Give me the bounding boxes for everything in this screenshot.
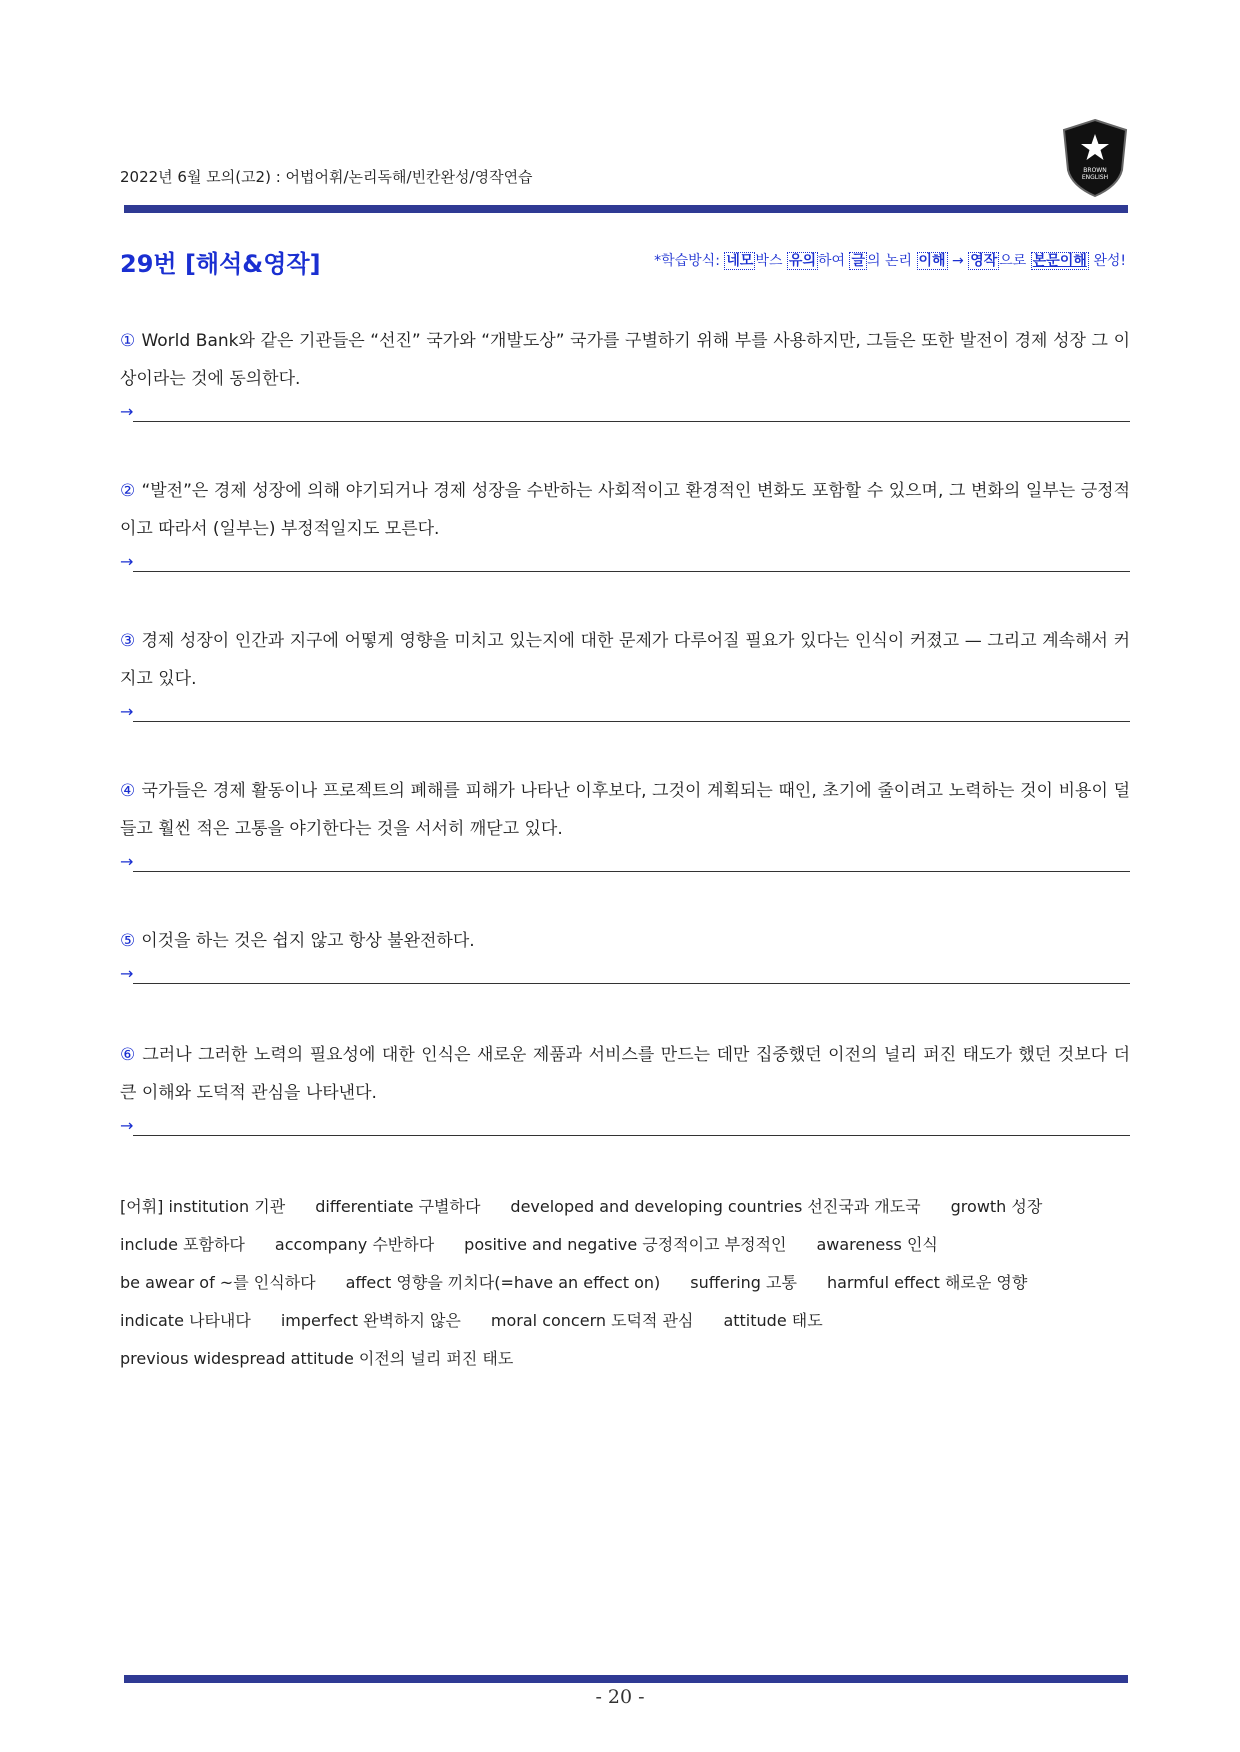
- star-shield-icon: [1064, 120, 1126, 196]
- vocab-entry: harmful effect 해로운 영향: [826, 1273, 1028, 1292]
- method-text: 하여: [817, 253, 850, 269]
- exercise-item-2: [120, 472, 1130, 572]
- arrow-icon: →: [120, 852, 134, 871]
- page-number: - 20 -: [595, 1686, 645, 1708]
- method-arrow: →: [947, 253, 969, 269]
- svg-text:ENGLISH: ENGLISH: [1081, 174, 1109, 181]
- item-number: ⑤: [120, 931, 136, 951]
- vocab-entry: include 포함하다: [120, 1235, 245, 1254]
- vocab-entry: differentiate 구별하다: [315, 1197, 481, 1216]
- method-box-bonmun: 본문이해: [1032, 253, 1087, 269]
- vocab-entry: suffering 고통: [690, 1273, 797, 1292]
- vocab-entry: awareness 인식: [816, 1235, 938, 1254]
- item-text: 경제 성장이 인간과 지구에 어떻게 영향을 미치고 있는지에 대한 문제가 다루어질 필요가 있다는 인식이 커졌고 — 그리고 계속해서 커지고 있다.: [120, 631, 1130, 689]
- method-box-youngjak: 영작: [970, 253, 998, 269]
- item-text: “발전”은 경제 성장에 의해 야기되거나 경제 성장을 수반하는 사회적이고 환경적인 변화도 포함할 수 있으며, 그 변화의 일부는 긍정적이고 따라서 (일부는) 부정적일지도 모른다.: [120, 481, 1130, 539]
- method-text: 으로: [999, 253, 1031, 269]
- answer-line[interactable]: [133, 407, 1130, 422]
- item-number: ⑥: [120, 1045, 137, 1065]
- arrow-icon: →: [120, 552, 134, 571]
- section-title: 29번 [해석&영작]: [120, 250, 321, 278]
- method-box-yuui: 유의: [788, 253, 816, 269]
- vocab-row: [120, 1302, 1130, 1340]
- method-prefix: *학습방식:: [654, 253, 725, 269]
- item-text: 그러나 그러한 노력의 필요성에 대한 인식은 새로운 제품과 서비스를 만드는 데만 집중했던 이전의 널리 퍼진 태도가 했던 것보다 더 큰 이해와 도덕적 관심을 나타낸다.: [120, 1045, 1130, 1103]
- vocab-entry: moral concern 도덕적 관심: [490, 1311, 694, 1330]
- item-number: ③: [120, 631, 136, 651]
- vocab-row: [120, 1340, 1130, 1378]
- answer-line[interactable]: [133, 857, 1130, 872]
- item-number: ②: [120, 481, 136, 501]
- item-number: ①: [120, 331, 136, 351]
- answer-line[interactable]: [133, 1121, 1130, 1136]
- answer-line[interactable]: [133, 969, 1130, 984]
- exercise-item-3: [120, 622, 1130, 722]
- vocab-entry: affect 영향을 끼치다(=have an effect on): [345, 1273, 661, 1292]
- method-box-nemo: 네모: [726, 253, 754, 269]
- vocab-entry: imperfect 완벽하지 않은: [280, 1311, 461, 1330]
- vocab-entry: developed and developing countries 선진국과 개도국: [510, 1197, 921, 1216]
- header-rule: [124, 205, 1128, 213]
- arrow-icon: →: [120, 702, 134, 721]
- vocab-entry: [어휘] institution 기관: [120, 1197, 286, 1216]
- vocab-entry: be awear of ~를 인식하다: [120, 1273, 316, 1292]
- arrow-icon: →: [120, 964, 134, 983]
- answer-line[interactable]: [133, 557, 1130, 572]
- item-text: World Bank와 같은 기관들은 “선진” 국가와 “개발도상” 국가를 구별하기 위해 부를 사용하지만, 그들은 또한 발전이 경제 성장 그 이상이라는 것에 동의한다.: [120, 331, 1130, 389]
- method-text: 의 논리: [867, 253, 917, 269]
- vocab-row: [120, 1264, 1130, 1302]
- vocab-entry: positive and negative 긍정적이고 부정적인: [464, 1235, 787, 1254]
- item-text: 이것을 하는 것은 쉽지 않고 항상 불완전하다.: [141, 931, 475, 951]
- answer-line[interactable]: [133, 707, 1130, 722]
- vocab-entry: attitude 태도: [723, 1311, 823, 1330]
- method-box-geul: 글: [851, 253, 866, 269]
- arrow-icon: →: [120, 1116, 134, 1135]
- vocabulary-section: [120, 1188, 1130, 1378]
- item-text: 국가들은 경제 활동이나 프로젝트의 폐해를 피해가 나타난 이후보다, 그것이 계획되는 때인, 초기에 줄이려고 노력하는 것이 비용이 덜 들고 훨씬 적은 고통을 야기한다는 것을 서서히 깨닫고 있다.: [120, 781, 1130, 839]
- svg-text:BROWN: BROWN: [1083, 167, 1107, 174]
- exercise-item-5: [120, 922, 1130, 984]
- method-box-ihae: 이해: [918, 253, 946, 269]
- exercise-item-1: [120, 322, 1130, 422]
- method-text: 박스: [755, 253, 787, 269]
- vocab-entry: accompany 수반하다: [274, 1235, 435, 1254]
- vocab-row: [120, 1188, 1130, 1226]
- vocab-entry: previous widespread attitude 이전의 널리 퍼진 태도: [120, 1349, 514, 1368]
- document-header: 2022년 6월 모의(고2) : 어법어휘/논리독해/빈칸완성/영작연습: [120, 168, 533, 186]
- method-text: 완성!: [1088, 253, 1126, 269]
- item-number: ④: [120, 781, 136, 801]
- exercise-item-4: [120, 772, 1130, 872]
- exercise-item-6: [120, 1036, 1130, 1136]
- arrow-icon: →: [120, 402, 134, 421]
- study-method: [654, 250, 1126, 270]
- vocab-entry: growth 성장: [950, 1197, 1043, 1216]
- brown-english-logo: [1060, 118, 1130, 198]
- vocab-row: [120, 1226, 1130, 1264]
- vocab-entry: indicate 나타내다: [120, 1311, 251, 1330]
- footer-rule: [124, 1675, 1128, 1683]
